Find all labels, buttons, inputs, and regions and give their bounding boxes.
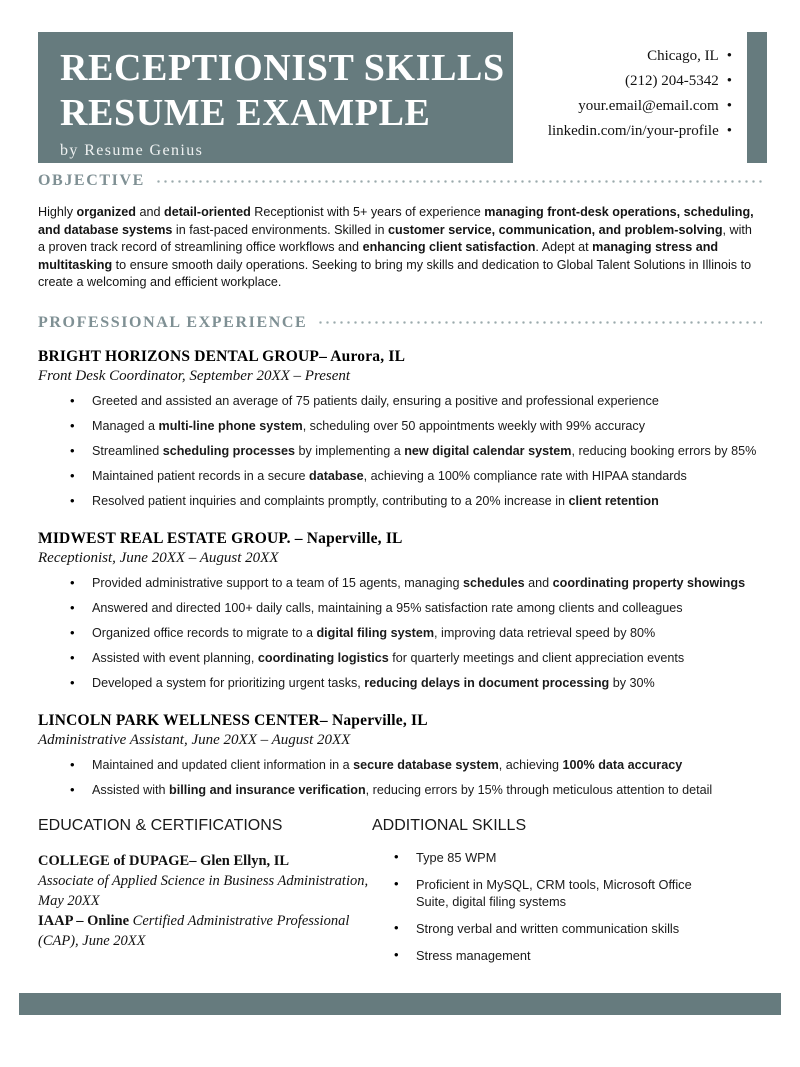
section-heading-education — [38, 817, 372, 835]
skills-column — [372, 817, 762, 974]
resume-byline: by Resume Genius — [60, 142, 204, 159]
responsibility-list — [38, 393, 762, 510]
bullet-icon: • — [726, 48, 732, 64]
section-heading-objective — [38, 172, 762, 190]
institution-name: COLLEGE of DUPAGE– Glen Ellyn, IL — [38, 852, 290, 869]
list-item — [70, 493, 762, 510]
experience-entry — [38, 530, 762, 692]
plain-text: Developed a system for prioritizing urgent tasks, — [92, 675, 365, 690]
plain-text: in fast-paced environments. Skilled in — [172, 222, 389, 237]
education-column — [0, 817, 372, 974]
plain-text: Streamlined — [92, 443, 163, 458]
education-entries — [38, 851, 372, 951]
plain-text: Receptionist with 5+ years of experience — [250, 205, 485, 219]
job-role-and-dates: Administrative Assistant, June 20XX – August 20XX — [38, 731, 351, 748]
contact-value: Chicago, IL — [647, 48, 719, 64]
footer-accent-bar — [19, 993, 781, 1015]
plain-text: Highly — [38, 205, 77, 219]
education-entry — [38, 911, 372, 951]
plain-text: for quarterly meetings and client appreciation events — [388, 650, 685, 665]
bullet-icon: • — [726, 98, 732, 114]
list-item: • Strong verbal and written communication skills — [394, 920, 724, 937]
bullet-icon: • — [726, 73, 732, 89]
emphasis-text: reducing delays in document processing — [364, 675, 610, 690]
plain-text: , improving data retrieval speed by 80% — [434, 625, 656, 640]
list-item — [70, 625, 762, 642]
list-item — [70, 393, 762, 410]
emphasis-text: multi-line phone system — [158, 418, 303, 433]
resume-header — [0, 32, 800, 172]
list-item: • Stress management — [394, 947, 724, 964]
header-right-accent-bar — [747, 32, 767, 163]
section-label: ADDITIONAL SKILLS — [372, 816, 527, 834]
employer-name: BRIGHT HORIZONS DENTAL GROUP– Aurora, IL — [38, 347, 406, 365]
emphasis-text: coordinating logistics — [257, 650, 389, 665]
degree-text: Associate of Applied Science in Business Administration, May 20XX — [38, 872, 369, 909]
education-entry — [38, 851, 372, 911]
plain-text: and — [524, 575, 553, 590]
emphasis-text: digital filing system — [316, 625, 435, 640]
contact-line[interactable] — [432, 44, 732, 69]
list-item — [70, 650, 762, 667]
resume-title-line-2: RESUME EXAMPLE — [60, 92, 431, 134]
degree-text: Certified Administrative Professional (CAP), June 20XX — [38, 912, 350, 949]
plain-text: Managed a — [92, 418, 159, 433]
emphasis-text: managing front-desk operations, scheduling, and database systems — [38, 205, 754, 237]
emphasis-text: billing and insurance verification — [169, 782, 366, 797]
list-item — [70, 575, 762, 592]
responsibility-list — [38, 575, 762, 692]
plain-text: , achieving — [498, 757, 563, 772]
list-item: • Type 85 WPM — [394, 849, 724, 866]
institution-name: IAAP – Online — [38, 912, 130, 929]
emphasis-text: coordinating property showings — [552, 575, 746, 590]
list-item — [70, 675, 762, 692]
emphasis-text: schedules — [463, 575, 525, 590]
list-item — [70, 600, 762, 617]
plain-text: Assisted with event planning, — [92, 650, 258, 665]
contact-value: linkedin.com/in/your-profile — [547, 123, 719, 139]
emphasis-text: scheduling processes — [162, 443, 295, 458]
plain-text: Greeted and assisted an average of 75 patients daily, ensuring a positive and professional experience — [92, 393, 659, 408]
plain-text: Resolved patient inquiries and complaints promptly, contributing to a 20% increase in — [92, 493, 569, 508]
resume-title-line-1: RECEPTIONIST SKILLS — [60, 47, 505, 89]
section-label: EDUCATION & CERTIFICATIONS — [38, 816, 283, 834]
experience-list — [0, 348, 800, 799]
responsibility-list — [38, 757, 762, 799]
list-item — [70, 468, 762, 485]
job-role-and-dates: Receptionist, June 20XX – August 20XX — [38, 549, 279, 566]
emphasis-text: client retention — [568, 493, 659, 508]
emphasis-text: secure database system — [353, 757, 499, 772]
plain-text: . Adept at — [535, 240, 593, 254]
plain-text: Organized office records to migrate to a — [92, 625, 317, 640]
section-label: PROFESSIONAL EXPERIENCE — [38, 313, 308, 331]
bullet-icon: • — [726, 123, 732, 139]
employer-name: LINCOLN PARK WELLNESS CENTER– Naperville, IL — [38, 711, 428, 729]
contact-line[interactable] — [432, 94, 732, 119]
contact-value: (212) 204-5342 — [624, 73, 719, 89]
section-heading-experience — [38, 314, 762, 332]
emphasis-text: 100% data accuracy — [562, 757, 683, 772]
plain-text: Provided administrative support to a team of 15 agents, managing — [92, 575, 464, 590]
list-item — [70, 418, 762, 435]
contact-info — [432, 44, 732, 144]
emphasis-text: detail-oriented — [164, 205, 251, 219]
contact-line[interactable] — [432, 69, 732, 94]
contact-line[interactable] — [432, 119, 732, 144]
plain-text: Answered and directed 100+ daily calls, maintaining a 95% satisfaction rate among clients and colleagues — [92, 600, 683, 615]
emphasis-text: new digital calendar system — [404, 443, 572, 458]
plain-text: by implementing a — [295, 443, 405, 458]
experience-entry — [38, 348, 762, 510]
employer-name: MIDWEST REAL ESTATE GROUP. – Naperville, IL — [38, 529, 403, 547]
contact-value: your.email@email.com — [578, 98, 719, 114]
resume-page — [0, 32, 800, 1067]
dotted-rule — [317, 321, 762, 324]
plain-text: , with a proven track record of streamlining office workflows and — [38, 222, 752, 254]
job-role-and-dates: Front Desk Coordinator, September 20XX – Present — [38, 367, 351, 384]
experience-entry — [38, 712, 762, 799]
section-label: OBJECTIVE — [38, 172, 145, 189]
plain-text: , scheduling over 50 appointments weekly with 99% accuracy — [302, 418, 646, 433]
list-item: • Proficient in MySQL, CRM tools, Microsoft Office Suite, digital filing systems — [394, 876, 724, 910]
plain-text: Maintained patient records in a secure — [92, 468, 310, 483]
emphasis-text: organized — [76, 205, 136, 219]
plain-text: and — [135, 205, 164, 219]
plain-text: Maintained and updated client information in a — [92, 757, 354, 772]
list-item — [70, 757, 762, 774]
skills-list — [372, 849, 724, 964]
objective-text — [38, 204, 762, 292]
dotted-rule — [155, 180, 762, 183]
emphasis-text: database — [309, 468, 364, 483]
plain-text: to ensure smooth daily operations. Seeking to bring my skills and dedication to Global Talent Solutions in Illinois to create a welcoming and efficient workplace. — [38, 257, 752, 289]
emphasis-text: customer service, communication, and problem-solving — [388, 222, 723, 237]
plain-text: , reducing booking errors by 85% — [571, 443, 757, 458]
plain-text: by 30% — [609, 675, 655, 690]
section-heading-skills — [372, 817, 724, 835]
list-item — [70, 443, 762, 460]
plain-text: , reducing errors by 15% through meticulous attention to detail — [365, 782, 713, 797]
plain-text: , achieving a 100% compliance rate with HIPAA standards — [363, 468, 687, 483]
plain-text: Assisted with — [92, 782, 169, 797]
emphasis-text: managing stress and multitasking — [38, 240, 719, 272]
bottom-columns — [0, 817, 800, 974]
list-item — [70, 782, 762, 799]
emphasis-text: enhancing client satisfaction — [362, 240, 536, 254]
